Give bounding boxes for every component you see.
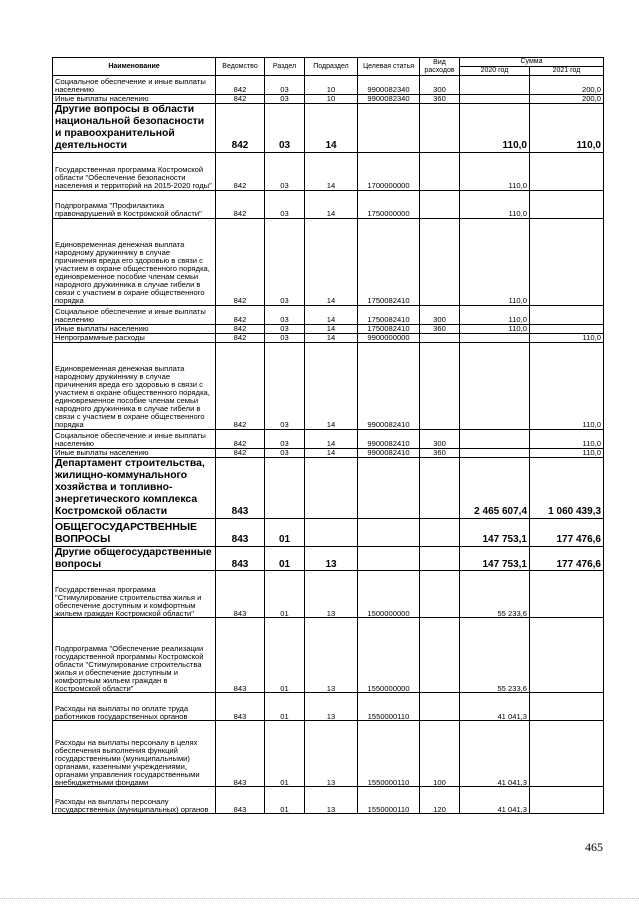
row-section: 03	[265, 104, 305, 153]
row-sum-2021	[530, 305, 604, 324]
row-subsection: 13	[305, 721, 358, 787]
row-expense-type: 300	[420, 429, 460, 448]
row-dept: 842	[216, 324, 265, 333]
table-row	[53, 693, 604, 721]
row-subsection: 14	[305, 333, 358, 342]
row-subsection: 13	[305, 571, 358, 618]
row-section: 03	[265, 448, 305, 457]
header-expense-type: Вид расходов	[420, 58, 460, 76]
row-sum-2021	[530, 218, 604, 305]
row-name: Расходы на выплаты по оплате труда работников государственных органов	[53, 693, 216, 721]
row-dept: 842	[216, 448, 265, 457]
row-dept: 842	[216, 152, 265, 190]
row-target: 1550000110	[358, 693, 420, 721]
row-sum-2021	[530, 787, 604, 814]
row-expense-type: 300	[420, 305, 460, 324]
row-target: 1750082410	[358, 218, 420, 305]
row-name: ОБЩЕГОСУДАРСТВЕННЫЕ ВОПРОСЫ	[53, 518, 216, 546]
row-dept: 842	[216, 305, 265, 324]
row-name: Социальное обеспечение и иные выплаты населению	[53, 305, 216, 324]
row-section: 03	[265, 324, 305, 333]
row-sum-2021: 110,0	[530, 429, 604, 448]
row-section: 01	[265, 546, 305, 571]
page-number: 465	[585, 840, 603, 854]
table-row	[53, 546, 604, 571]
row-dept: 842	[216, 342, 265, 429]
row-sum-2020: 110,0	[460, 218, 530, 305]
row-expense-type	[420, 546, 460, 571]
row-dept: 843	[216, 721, 265, 787]
row-sum-2020	[460, 448, 530, 457]
budget-table	[52, 57, 604, 814]
row-subsection: 14	[305, 305, 358, 324]
header-name: Наименование	[53, 58, 216, 76]
table-row	[53, 190, 604, 218]
row-section: 03	[265, 305, 305, 324]
row-target: 9900082410	[358, 342, 420, 429]
table-row	[53, 324, 604, 333]
row-section: 03	[265, 218, 305, 305]
row-sum-2021: 110,0	[530, 104, 604, 153]
bottom-dotted-line	[0, 898, 639, 899]
table-row	[53, 448, 604, 457]
row-subsection: 14	[305, 324, 358, 333]
row-sum-2020: 55 233,6	[460, 618, 530, 693]
row-expense-type	[420, 457, 460, 518]
row-expense-type: 360	[420, 95, 460, 104]
row-sum-2020	[460, 429, 530, 448]
row-subsection: 14	[305, 342, 358, 429]
row-dept: 843	[216, 571, 265, 618]
row-name: Государственная программа "Стимулирование строительства жилья и обеспечение доступным и комфортным жильем граждан Костромской области"	[53, 571, 216, 618]
header-section: Раздел	[265, 58, 305, 76]
row-expense-type	[420, 342, 460, 429]
row-dept: 842	[216, 218, 265, 305]
row-subsection	[305, 457, 358, 518]
row-subsection: 13	[305, 546, 358, 571]
row-section: 03	[265, 95, 305, 104]
row-section: 01	[265, 618, 305, 693]
row-expense-type	[420, 618, 460, 693]
row-sum-2020: 41 041,3	[460, 721, 530, 787]
row-expense-type	[420, 104, 460, 153]
row-name: Единовременная денежная выплата народному дружиннику в случае причинения вреда его здоровью в связи с участием в охране общественного порядка, единовременное пособие членам семьи народного дружинника в случае гибели в связи с участием в охране общественного порядка	[53, 342, 216, 429]
row-name: Иные выплаты населению	[53, 95, 216, 104]
header-year-2021: 2021 год	[530, 67, 604, 76]
row-name: Непрограммные расходы	[53, 333, 216, 342]
table-row	[53, 518, 604, 546]
row-dept: 843	[216, 457, 265, 518]
row-subsection: 14	[305, 152, 358, 190]
row-target: 9900082410	[358, 429, 420, 448]
header-year-2020: 2020 год	[460, 67, 530, 76]
row-expense-type	[420, 218, 460, 305]
row-sum-2020: 110,0	[460, 104, 530, 153]
table-row	[53, 342, 604, 429]
row-sum-2021: 200,0	[530, 95, 604, 104]
row-subsection: 13	[305, 787, 358, 814]
row-subsection: 14	[305, 448, 358, 457]
row-section: 01	[265, 787, 305, 814]
row-sum-2020: 147 753,1	[460, 546, 530, 571]
row-sum-2021: 177 476,6	[530, 546, 604, 571]
row-sum-2020	[460, 342, 530, 429]
row-section	[265, 457, 305, 518]
row-name: Единовременная денежная выплата народному дружиннику в случае причинения вреда его здоровью в связи с участием в охране общественного порядка, единовременное пособие членам семьи народного дружинника в случае гибели в связи с участием в охране общественного порядка	[53, 218, 216, 305]
table-row	[53, 618, 604, 693]
row-section: 01	[265, 693, 305, 721]
row-section: 03	[265, 190, 305, 218]
row-target: 1750000000	[358, 190, 420, 218]
table-row	[53, 218, 604, 305]
row-subsection: 13	[305, 693, 358, 721]
row-target: 1500000000	[358, 571, 420, 618]
row-name: Другие общегосударственные вопросы	[53, 546, 216, 571]
row-sum-2021	[530, 152, 604, 190]
row-name: Департамент строительства, жилищно-коммунального хозяйства и топливно-энергетического комплекса Костромской области	[53, 457, 216, 518]
row-expense-type: 300	[420, 76, 460, 95]
row-dept: 842	[216, 104, 265, 153]
row-sum-2021	[530, 693, 604, 721]
row-subsection: 14	[305, 104, 358, 153]
row-sum-2020: 110,0	[460, 324, 530, 333]
row-sum-2021: 110,0	[530, 448, 604, 457]
row-sum-2020: 41 041,3	[460, 693, 530, 721]
row-name: Социальное обеспечение и иные выплаты населению	[53, 429, 216, 448]
row-sum-2021: 200,0	[530, 76, 604, 95]
table-body	[53, 76, 604, 814]
row-name: Расходы на выплаты персоналу в целях обеспечения выполнения функций государственными (муниципальными) органами, казенными учреждениями, органами управления государственными внебюджетными фондами	[53, 721, 216, 787]
row-expense-type	[420, 152, 460, 190]
row-expense-type: 100	[420, 721, 460, 787]
row-target: 9900082410	[358, 448, 420, 457]
row-subsection: 10	[305, 76, 358, 95]
row-expense-type: 360	[420, 324, 460, 333]
row-subsection: 13	[305, 618, 358, 693]
row-subsection: 14	[305, 218, 358, 305]
row-expense-type	[420, 693, 460, 721]
row-dept: 842	[216, 95, 265, 104]
row-sum-2021	[530, 571, 604, 618]
header-subsection: Подраздел	[305, 58, 358, 76]
row-name: Расходы на выплаты персоналу государственных (муниципальных) органов	[53, 787, 216, 814]
row-sum-2020: 110,0	[460, 190, 530, 218]
row-expense-type	[420, 190, 460, 218]
row-target: 1750082410	[358, 305, 420, 324]
row-dept: 842	[216, 190, 265, 218]
row-target: 1550000000	[358, 618, 420, 693]
row-sum-2020: 110,0	[460, 305, 530, 324]
row-dept: 843	[216, 546, 265, 571]
row-target	[358, 546, 420, 571]
header-dept: Ведомство	[216, 58, 265, 76]
row-section: 03	[265, 342, 305, 429]
table-row	[53, 571, 604, 618]
row-target: 1700000000	[358, 152, 420, 190]
row-sum-2021: 110,0	[530, 342, 604, 429]
row-dept: 842	[216, 76, 265, 95]
row-name: Подпрограмма "Профилактика правонарушений в Костромской области"	[53, 190, 216, 218]
row-sum-2020: 41 041,3	[460, 787, 530, 814]
row-section: 03	[265, 152, 305, 190]
row-target	[358, 457, 420, 518]
row-name: Иные выплаты населению	[53, 324, 216, 333]
table-row	[53, 333, 604, 342]
row-sum-2020	[460, 76, 530, 95]
header-sum: Сумма	[460, 58, 604, 67]
row-expense-type: 120	[420, 787, 460, 814]
row-dept: 843	[216, 518, 265, 546]
row-dept: 842	[216, 429, 265, 448]
row-sum-2021	[530, 324, 604, 333]
table-row	[53, 457, 604, 518]
table-row	[53, 305, 604, 324]
row-name: Другие вопросы в области национальной безопасности и правоохранительной деятельности	[53, 104, 216, 153]
row-expense-type	[420, 518, 460, 546]
row-sum-2020: 110,0	[460, 152, 530, 190]
row-target: 1750082410	[358, 324, 420, 333]
table-row	[53, 721, 604, 787]
row-name: Социальное обеспечение и иные выплаты населению	[53, 76, 216, 95]
row-sum-2021: 1 060 439,3	[530, 457, 604, 518]
row-dept: 843	[216, 693, 265, 721]
row-expense-type: 360	[420, 448, 460, 457]
row-sum-2021	[530, 721, 604, 787]
table-row	[53, 95, 604, 104]
row-sum-2021	[530, 190, 604, 218]
row-expense-type	[420, 571, 460, 618]
row-dept: 843	[216, 787, 265, 814]
row-subsection: 10	[305, 95, 358, 104]
row-sum-2020: 147 753,1	[460, 518, 530, 546]
row-section: 03	[265, 333, 305, 342]
table-row	[53, 104, 604, 153]
row-target: 1550000110	[358, 721, 420, 787]
row-dept: 842	[216, 333, 265, 342]
row-sum-2020: 2 465 607,4	[460, 457, 530, 518]
row-subsection: 14	[305, 429, 358, 448]
row-section: 01	[265, 518, 305, 546]
row-sum-2021: 110,0	[530, 333, 604, 342]
table-row	[53, 429, 604, 448]
table-row	[53, 787, 604, 814]
row-name: Подпрограмма "Обеспечение реализации государственной программы Костромской области "Стимулирование строительства жилья и обеспечение доступным и комфортным жильем граждан в Костромской области"	[53, 618, 216, 693]
table-row	[53, 152, 604, 190]
row-sum-2020: 55 233,6	[460, 571, 530, 618]
row-target	[358, 104, 420, 153]
row-target: 9900082340	[358, 95, 420, 104]
row-section: 01	[265, 721, 305, 787]
row-sum-2020	[460, 333, 530, 342]
header-target: Целевая статья	[358, 58, 420, 76]
row-target: 1550000110	[358, 787, 420, 814]
row-target: 9900082340	[358, 76, 420, 95]
row-sum-2021: 177 476,6	[530, 518, 604, 546]
row-expense-type	[420, 333, 460, 342]
row-subsection	[305, 518, 358, 546]
row-sum-2020	[460, 95, 530, 104]
row-dept: 843	[216, 618, 265, 693]
table-row	[53, 76, 604, 95]
row-target: 9900000000	[358, 333, 420, 342]
row-section: 03	[265, 76, 305, 95]
row-subsection: 14	[305, 190, 358, 218]
row-section: 01	[265, 571, 305, 618]
row-name: Государственная программа Костромской области "Обеспечение безопасности населения и территорий на 2015-2020 годы"	[53, 152, 216, 190]
row-target	[358, 518, 420, 546]
row-name: Иные выплаты населению	[53, 448, 216, 457]
row-section: 03	[265, 429, 305, 448]
row-sum-2021	[530, 618, 604, 693]
